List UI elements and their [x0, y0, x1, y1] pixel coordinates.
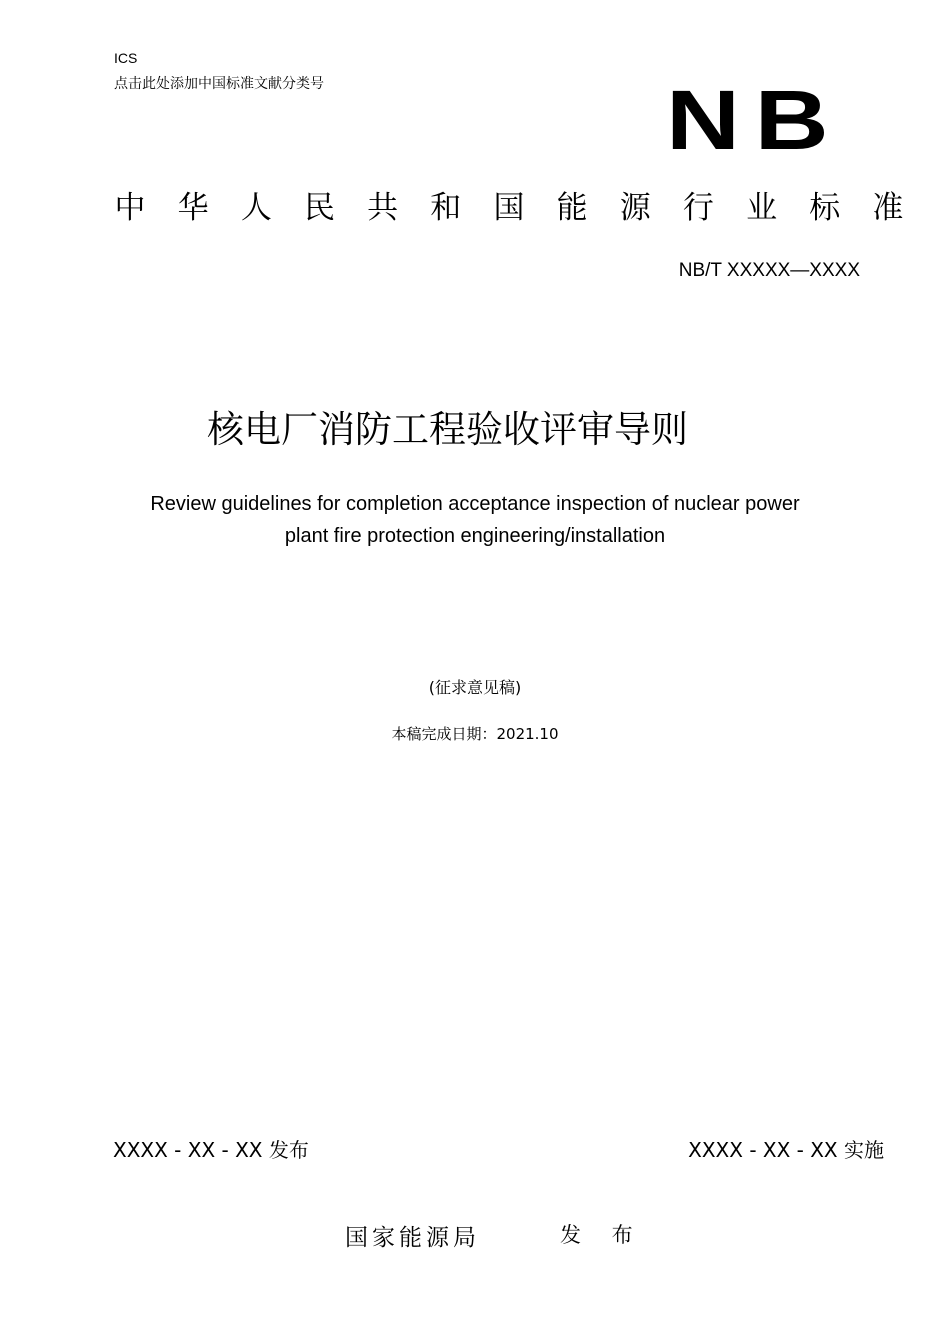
- document-title-en: [0, 488, 950, 552]
- standard-title-char: 人: [240, 190, 272, 226]
- draft-status-block: [0, 677, 950, 699]
- issue-date: XXXX - XX - XX 发布: [113, 1138, 309, 1162]
- ics-label: ICS: [114, 50, 138, 66]
- standard-title-char: 能: [556, 190, 588, 226]
- standard-title-char: 中: [114, 190, 146, 226]
- standard-number: NB/T XXXXX—XXXX: [678, 260, 860, 281]
- standard-title-char: 和: [430, 190, 462, 226]
- document-title-en-line1: Review guidelines for completion acceptance inspection of nuclear power: [150, 493, 800, 515]
- standard-title-char: 华: [177, 190, 209, 226]
- nb-logo: NB: [666, 73, 844, 167]
- document-title-en-line2: plant fire protection engineering/installation: [284, 525, 666, 547]
- standard-title-char: 源: [619, 190, 651, 226]
- implementation-date: XXXX - XX - XX 实施: [688, 1138, 884, 1162]
- standard-title-char: 准: [872, 190, 904, 226]
- standard-title-char: 标: [809, 190, 841, 226]
- document-title-cn: 核电厂消防工程验收评审导则: [207, 408, 688, 451]
- standard-title-char: 业: [746, 190, 778, 226]
- issuing-authority: 国家能源局: [345, 1225, 480, 1251]
- standard-title-char: 国: [493, 190, 525, 226]
- completion-date: 本稿完成日期：2021.10: [391, 725, 559, 743]
- document-title-cn-block: [0, 406, 950, 454]
- draft-status: (征求意见稿): [428, 678, 522, 697]
- standard-title-char: 行: [682, 190, 714, 226]
- standard-title: [114, 188, 904, 228]
- standard-title-char: 民: [303, 190, 335, 226]
- classification-number-placeholder[interactable]: 点击此处添加中国标准文献分类号: [114, 76, 324, 92]
- standard-title-char: 共: [367, 190, 399, 226]
- publish-label: 发 布: [560, 1223, 645, 1247]
